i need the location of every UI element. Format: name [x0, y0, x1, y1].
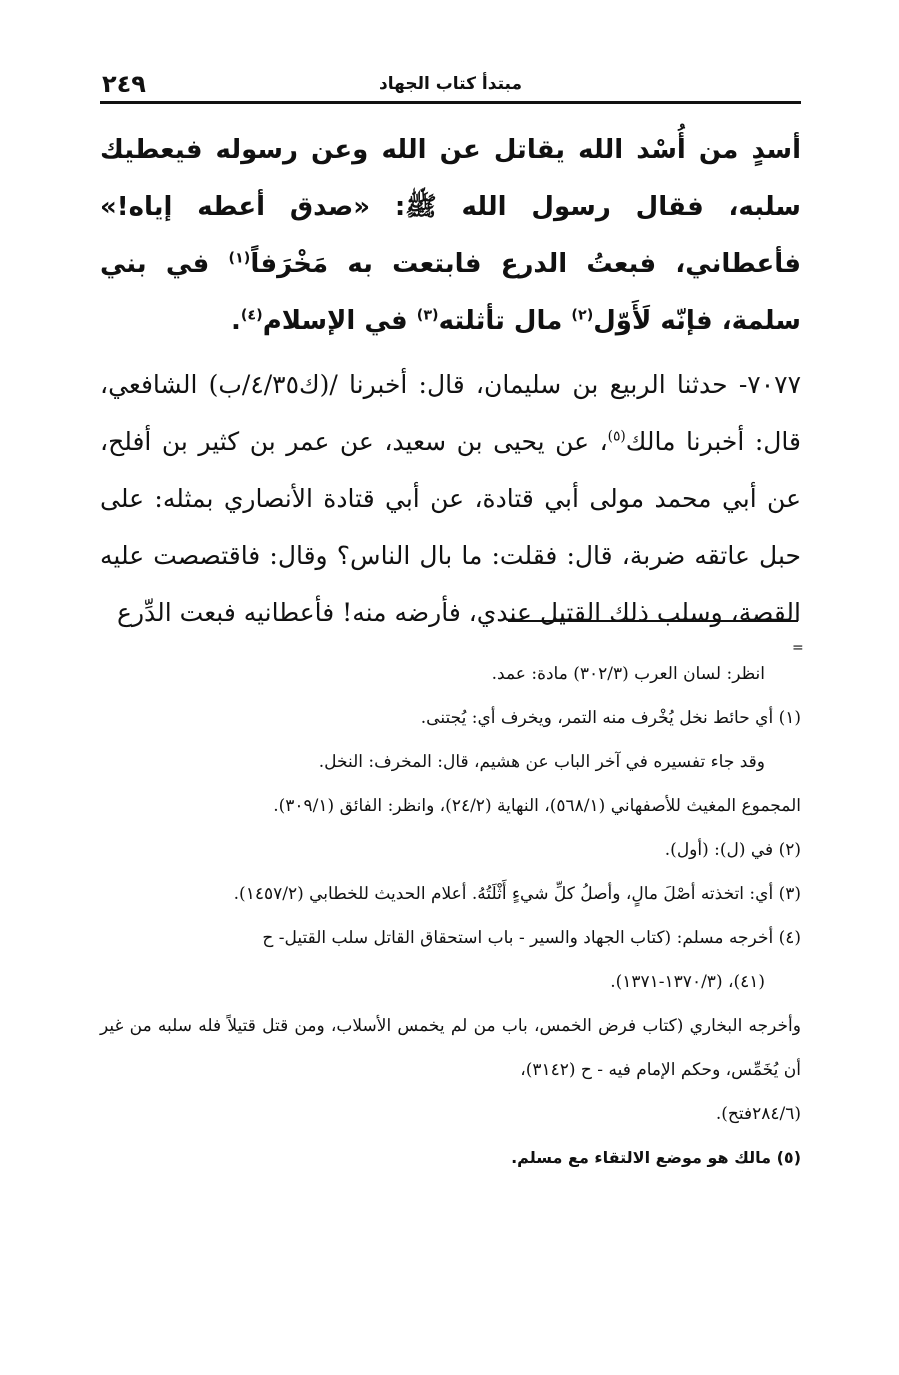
- footnote-separator: [508, 620, 798, 622]
- running-title: مبتدأ كتاب الجهاد: [379, 74, 522, 94]
- hadith-7077: [100, 356, 801, 641]
- footnote-ref-1: (١): [228, 250, 251, 267]
- hadith-text-segment: .: [230, 306, 241, 336]
- footnote-ref-2: (٢): [571, 307, 594, 324]
- footnote-3: (٣) أي: اتخذته أصْلَ مالٍ، وأصلُ كلِّ شيءٍ أَثْلَتُهُ. أعلام الحديث للخطابي (١٤٥٧/٢).: [233, 884, 801, 904]
- footnote-4: (٤) أخرجه مسلم: (كتاب الجهاد والسير - باب استحقاق القاتل سلب القتيل- ح: [262, 928, 801, 948]
- footnote-line: وأخرجه البخاري (كتاب فرض الخمس، باب من لم يخمس الأسلاب، ومن قتل قتيلاً فله سلبه من غير أن يُخَمِّس، وحكم الإمام فيه - ح (٣١٤٢)،: [100, 1016, 801, 1080]
- footnote-ref-3: (٣): [416, 307, 439, 324]
- footnote-line: انظر: لسان العرب (٣٠٢/٣) مادة: عمد.: [491, 664, 765, 684]
- hadith-text-segment: في الإسلام: [262, 306, 417, 336]
- hadith-text-segment: ، عن يحيى بن سعيد، عن عمر بن كثير بن أفلح، عن أبي محمد مولى أبي قتادة، عن أبي قتادة الأنصاري بمثله: على حبل عاتقه ضربة، قال: فقلت: ما بال الناس؟ وقال: فاقتصصت عليه القصة، وسلب ذلك القتيل عندي، فأرضه منه! فأعطانيه فبعت الدِّرع: [100, 427, 801, 627]
- footnote-2: (٢) في (ل): (أول).: [664, 840, 801, 860]
- hadith-text-segment: ٧٠٧٧- حدثنا الربيع بن سليمان، قال: أخبرنا /(ك٤/٣٥/ب) الشافعي، قال: أخبرنا مالك: [100, 370, 801, 456]
- hadith-text-segment: مال تأثلته: [438, 306, 572, 336]
- page-number: ٢٤٩: [102, 70, 146, 98]
- footnote-5: (٥) مالك هو موضع الالتقاء مع مسلم.: [511, 1148, 801, 1167]
- header-rule: [100, 101, 801, 104]
- hadith-text-segment: في بني سلمة، فإنّه لَأَوّل: [100, 249, 801, 336]
- continuation-mark: =: [792, 640, 804, 656]
- footnote-line: وقد جاء تفسيره في آخر الباب عن هشيم، قال: المخرف: النخل.: [318, 752, 765, 772]
- page-header: [100, 68, 801, 108]
- main-text: [100, 122, 801, 641]
- footnote-line: (٤١)، (١٣٧٠/٣-١٣٧١).: [610, 972, 765, 992]
- hadith-text-segment: أسدٍ من أُسْد الله يقاتل عن الله وعن رسوله فيعطيك سلبه، فقال رسول الله ﷺ: «صدق أعطه إياه!» فأعطاني، فبعتُ الدرع فابتعت به مَخْرَفاً: [100, 135, 801, 279]
- footnote-line: (٢٨٤/٦فتح).: [715, 1104, 801, 1124]
- footnote-line: المجموع المغيث للأصفهاني (٥٦٨/١)، النهاية (٢٤/٢)، وانظر: الفائق (٣٠٩/١).: [273, 796, 801, 816]
- footnote-1: (١) أي حائط نخل يُخْرف منه التمر، ويخرف أي: يُجتنى.: [420, 708, 801, 728]
- footnote-ref-4: (٤): [240, 307, 263, 324]
- footnote-ref-5: (٥): [607, 428, 626, 445]
- footnotes: [100, 652, 801, 1180]
- hadith-continuation: [100, 122, 801, 350]
